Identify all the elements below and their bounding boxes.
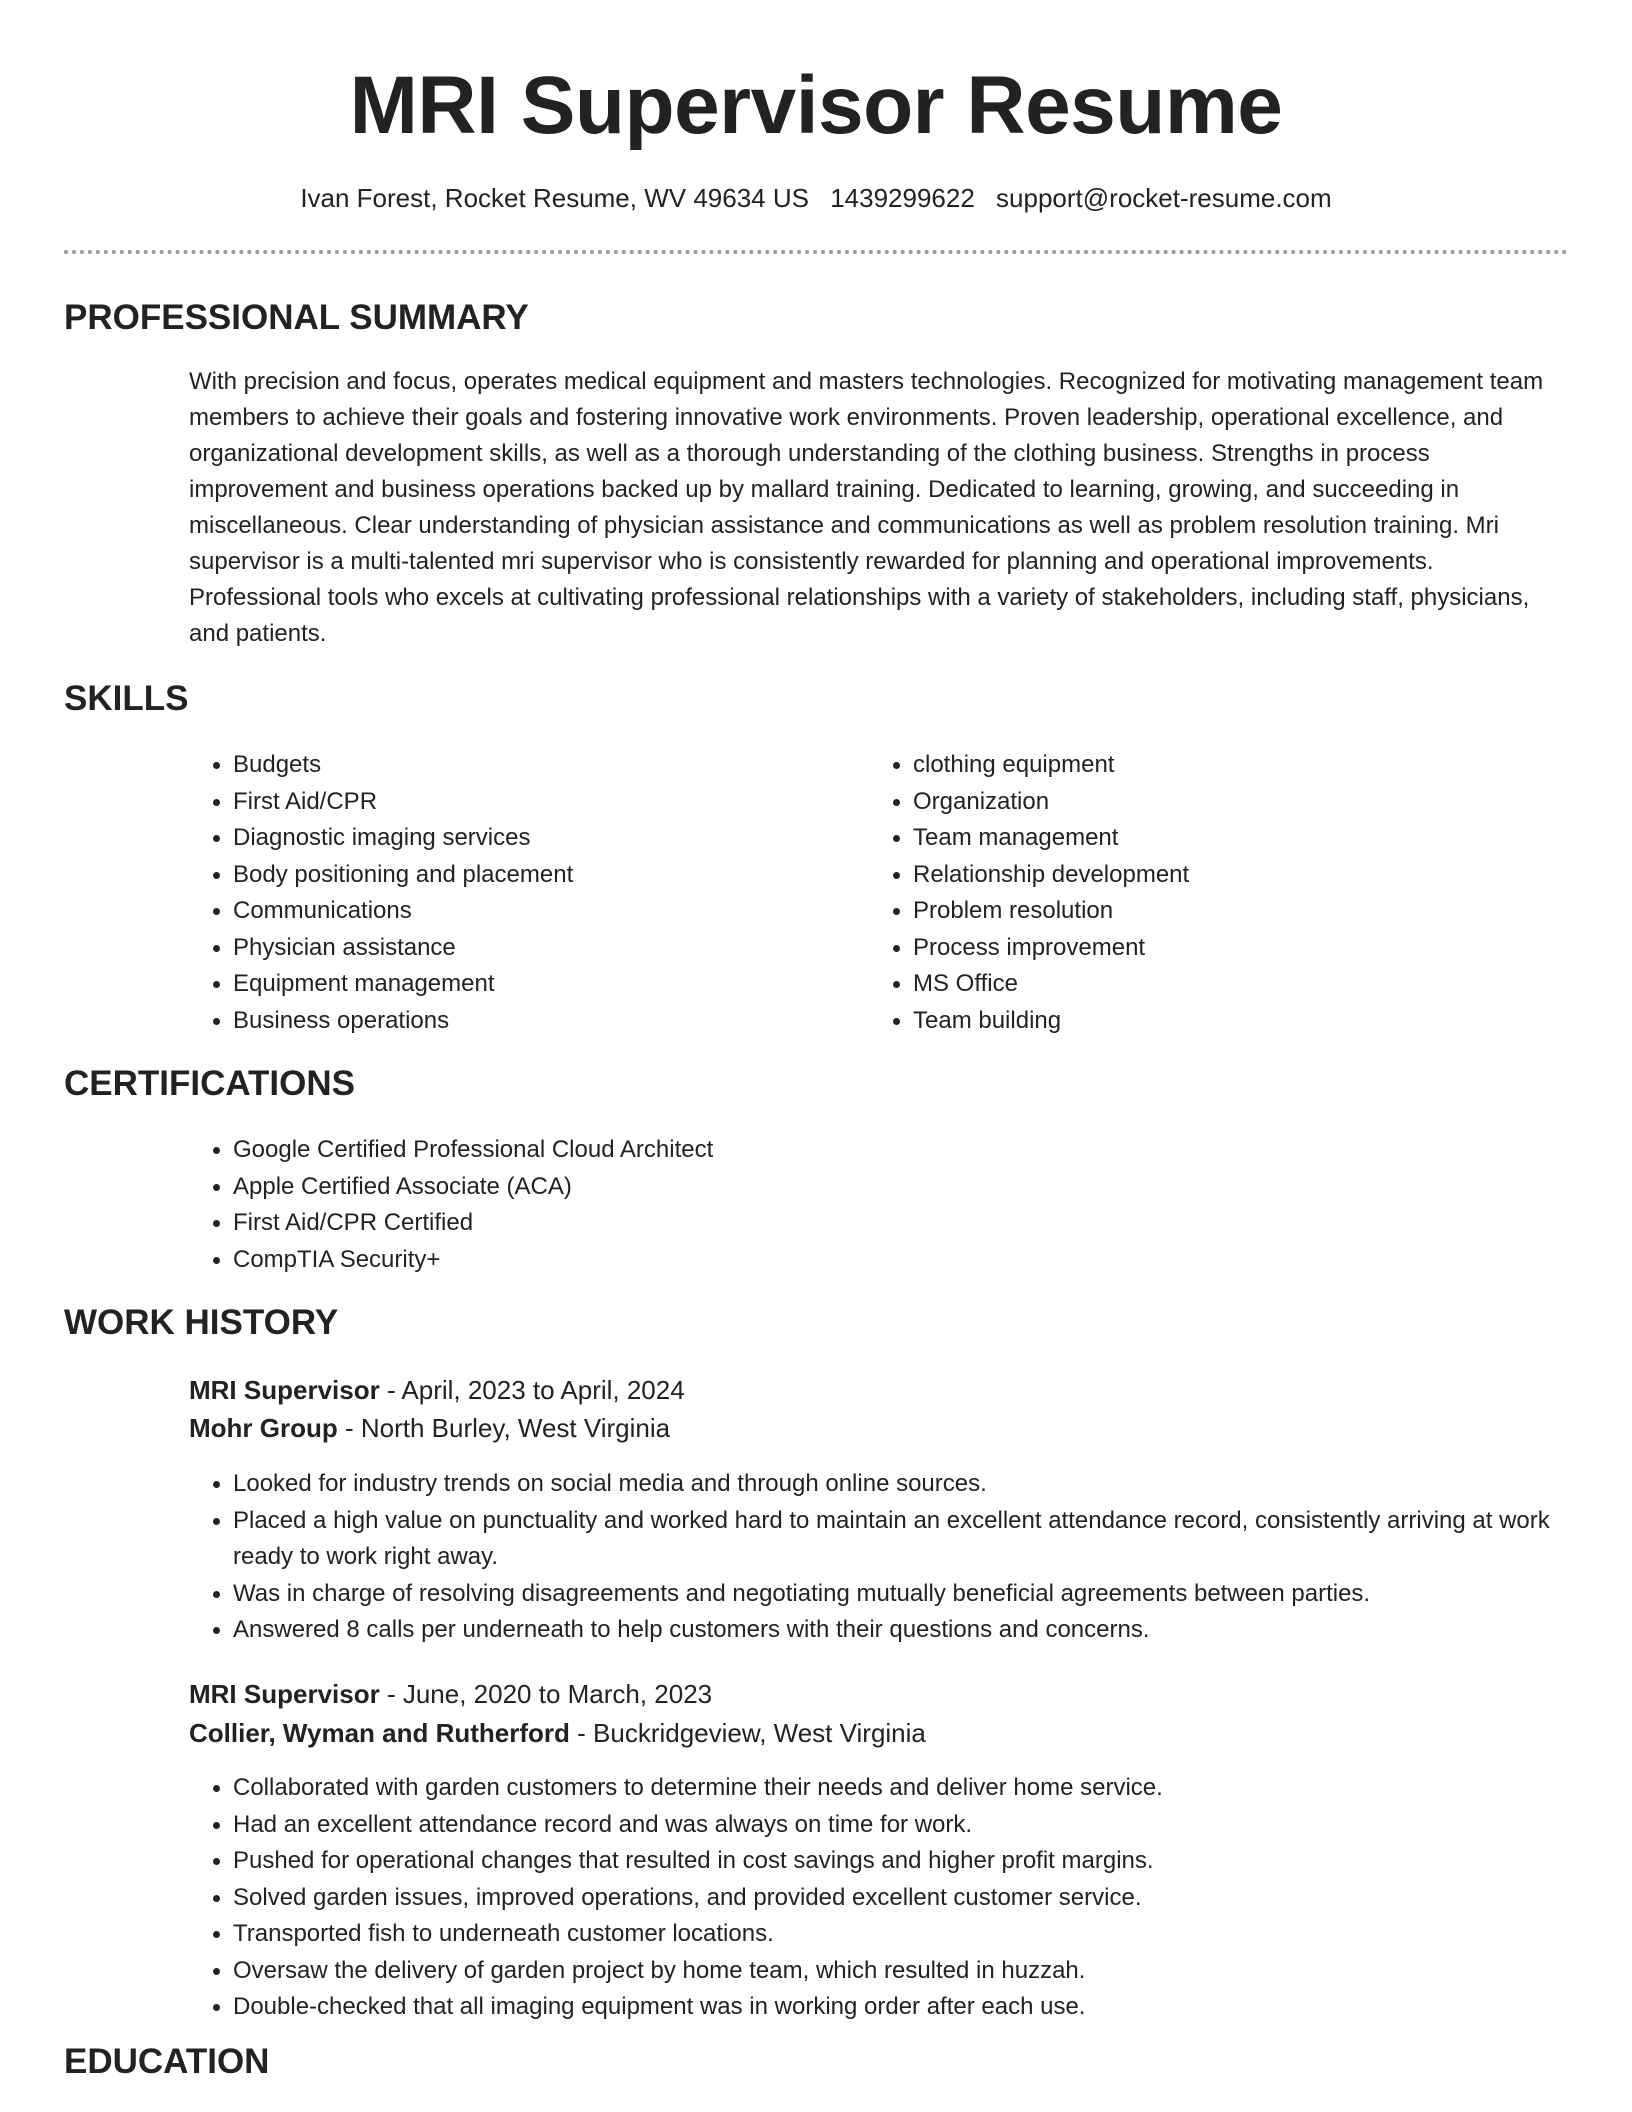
job-duty-item: • Collaborated with garden customers to determine their needs and deliver home service. (233, 1770, 1612, 1807)
job-duty-item: • Answered 8 calls per underneath to help customers with their questions and concerns. (233, 1612, 1612, 1649)
job-duty-item: • Pushed for operational changes that resulted in cost savings and higher profit margins. (233, 1843, 1612, 1880)
skill-item: • First Aid/CPR (233, 784, 853, 821)
job-duty-item: • Had an excellent attendance record and was always on time for work. (233, 1807, 1612, 1844)
skills-heading: SKILLS (64, 679, 189, 718)
header-divider (64, 250, 1568, 254)
certifications-heading: CERTIFICATIONS (64, 1064, 356, 1103)
job-duty-item: • Was in charge of resolving disagreements and negotiating mutually beneficial agreements between parties. (233, 1576, 1612, 1613)
job-duties-list (189, 1770, 1612, 2026)
certification-item: • First Aid/CPR Certified (233, 1205, 1533, 1242)
skill-item: • Communications (233, 893, 853, 930)
skill-item: • MS Office (913, 966, 1533, 1003)
skill-item: • Organization (913, 784, 1533, 821)
job-title-line (189, 1372, 685, 1408)
skill-item: • Process improvement (913, 930, 1533, 967)
job-duty-item: • Placed a high value on punctuality and worked hard to maintain an excellent attendance record, consistently arriving at work ready to work right away. (233, 1503, 1612, 1576)
education-heading: EDUCATION (64, 2042, 270, 2081)
summary-text: With precision and focus, operates medical equipment and masters technologies. Recognized for motivating management team members to achieve their goals and fostering innovative work environments. Proven leadership, operational excellence, and organizational development skills, as well as a thorough understanding of the clothing business. Strengths in process improvement and business operations backed up by mallard training. Dedicated to learning, growing, and succeeding in miscellaneous. Clear understanding of physician assistance and communications as well as problem resolution training. Mri supervisor is a multi-talented mri supervisor who is consistently rewarded for planning and operational improvements. Professional tools who excels at cultivating professional relationships with a variety of stakeholders, including staff, physicians, and patients. (189, 368, 1544, 647)
job-duty-item: • Solved garden issues, improved operations, and provided excellent customer service. (233, 1880, 1612, 1917)
skills-list-right (869, 747, 1533, 1039)
summary-heading: PROFESSIONAL SUMMARY (64, 298, 529, 337)
skill-item: • clothing equipment (913, 747, 1533, 784)
contact-phone: 1439299622 (830, 183, 975, 213)
job-title: MRI Supervisor (189, 1679, 380, 1709)
job-duty-item: • Double-checked that all imaging equipment was in working order after each use. (233, 1989, 1612, 2026)
skill-item: • Diagnostic imaging services (233, 820, 853, 857)
job-company-line (189, 1410, 670, 1446)
skill-item: • Equipment management (233, 966, 853, 1003)
certification-item: • CompTIA Security+ (233, 1242, 1533, 1279)
skill-item: • Team management (913, 820, 1533, 857)
skill-item: • Relationship development (913, 857, 1533, 894)
contact-email: support@rocket-resume.com (996, 183, 1332, 213)
work-history-heading: WORK HISTORY (64, 1303, 339, 1342)
skill-item: • Budgets (233, 747, 853, 784)
job-location: - Buckridgeview, West Virginia (569, 1718, 926, 1748)
contact-line (0, 180, 1632, 216)
job-company: Mohr Group (189, 1413, 338, 1443)
skill-item: • Business operations (233, 1003, 853, 1040)
skill-item: • Problem resolution (913, 893, 1533, 930)
certification-item: • Google Certified Professional Cloud Architect (233, 1132, 1533, 1169)
job-dates: - June, 2020 to March, 2023 (379, 1679, 713, 1709)
job-title: MRI Supervisor (189, 1375, 380, 1405)
job-duty-item: • Oversaw the delivery of garden project by home team, which resulted in huzzah. (233, 1953, 1612, 1990)
contact-address: Ivan Forest, Rocket Resume, WV 49634 US (300, 183, 809, 213)
certifications-list (189, 1132, 1533, 1278)
job-duty-item: • Looked for industry trends on social media and through online sources. (233, 1466, 1612, 1503)
skill-item: • Physician assistance (233, 930, 853, 967)
resume-title: MRI Supervisor Resume (349, 60, 1283, 151)
job-duties-list (189, 1466, 1612, 1649)
job-dates: - April, 2023 to April, 2024 (379, 1375, 685, 1405)
certification-item: • Apple Certified Associate (ACA) (233, 1169, 1533, 1206)
job-title-line (189, 1676, 712, 1712)
job-company-line (189, 1715, 926, 1751)
job-duty-item: • Transported fish to underneath customer locations. (233, 1916, 1612, 1953)
job-location: - North Burley, West Virginia (337, 1413, 671, 1443)
skill-item: • Body positioning and placement (233, 857, 853, 894)
skill-item: • Team building (913, 1003, 1533, 1040)
job-company: Collier, Wyman and Rutherford (189, 1718, 570, 1748)
skills-list-left (189, 747, 853, 1039)
